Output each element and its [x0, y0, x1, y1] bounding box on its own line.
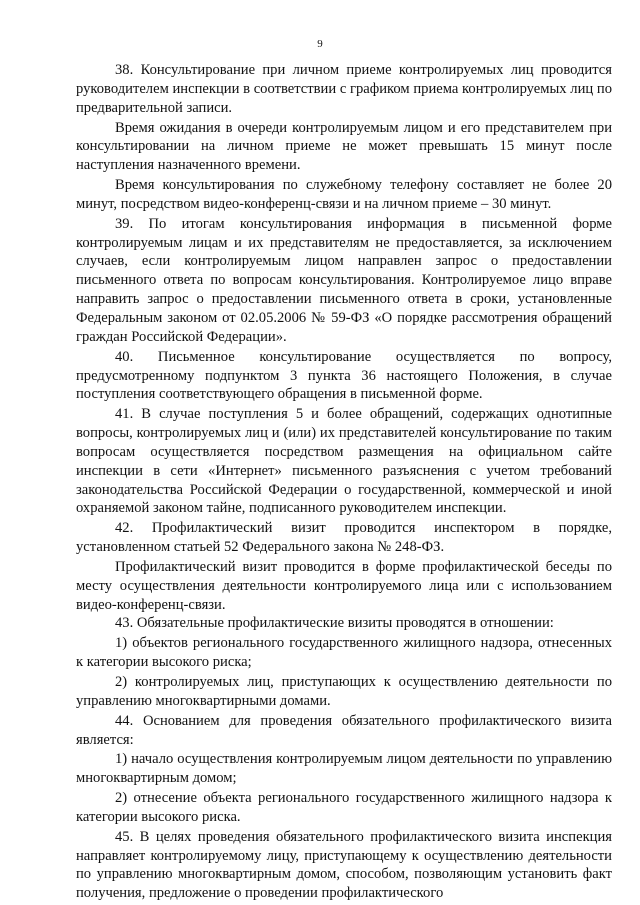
paragraph-visit-form: Профилактический визит проводится в форме профилактической беседы по месту осуществления деятельности контролируемого лица или с использованием видео-конференц-связи. [76, 558, 612, 613]
page-number: 9 [317, 38, 323, 50]
paragraph-consultation-duration: Время консультирования по служебному телефону составляет не более 20 минут, посредством видео-конференц-связи и на личном приеме – 30 минут. [76, 177, 612, 212]
paragraph-39: 39. По итогам консультирования информация в письменной форме контролируемым лицам и их представителям не предоставляется, за исключением случаев, если контролируемым лицом направлен запрос о предоставлении письменного ответа по вопросам консультирования. Контролируемое лицо вправе направить запрос о предоставлении письменного ответа в сроки, установленные Федеральным законом от 02.05.2006 № 59-ФЗ «О порядке рассмотрения обращений граждан Российской Федерации». [76, 215, 612, 345]
list-item-43-1: 1) объектов регионального государственного жилищного надзора, отнесенных к категории высокого риска; [76, 635, 612, 671]
list-item-44-1: 1) начало осуществления контролируемым лицом деятельности по управлению многоквартирным домом; [76, 751, 612, 787]
paragraph-43: 43. Обязательные профилактические визиты проводятся в отношении: [115, 615, 554, 632]
list-item-44-2: 2) отнесение объекта регионального государственного жилищного надзора к категории высокого риска. [76, 790, 612, 825]
document-body [76, 61, 612, 903]
paragraph-40: 40. Письменное консультирование осуществляется по вопросу, предусмотренному подпунктом 3 пункта 36 настоящего Положения, в случае поступления соответствующего обращения в письменной форме. [76, 348, 612, 403]
paragraph-38-intro: 38. Консультирование при личном приеме контролируемых лиц проводится руководителем инспекции в соответствии с графиком приема контролируемых лиц по предварительной записи. [76, 62, 612, 116]
paragraph-45: 45. В целях проведения обязательного профилактического визита инспекция направляет контролируемому лицу, приступающему к осуществлению деятельности по управлению многоквартирным домом, способом, позволяющим установить факт получения, предложение о проведении профилактического [76, 828, 612, 902]
paragraph-44: 44. Основанием для проведения обязательного профилактического визита является: [76, 712, 612, 748]
paragraph-41: 41. В случае поступления 5 и более обращений, содержащих однотипные вопросы, контролируемых лиц и (или) их представителей консультирование по таким вопросам осуществляется посредством размещения на официальном сайте инспекции в сети «Интернет» письменного разъяснения с учетом требований законодательства Российской Федерации о государственной, коммерческой и иной охраняемой законом тайне, подписанного руководителем инспекции. [76, 406, 612, 517]
paragraph-waiting-time: Время ожидания в очереди контролируемым лицом и его представителем при консультировании на личном приеме не может превышать 15 минут после наступления назначенного времени. [76, 119, 612, 174]
list-item-43-2: 2) контролируемых лиц, приступающих к осуществлению деятельности по управлению многоквартирными домами. [76, 674, 612, 709]
paragraph-42: 42. Профилактический визит проводится инспектором в порядке, установленном статьей 52 Федерального закона № 248-ФЗ. [76, 520, 612, 556]
